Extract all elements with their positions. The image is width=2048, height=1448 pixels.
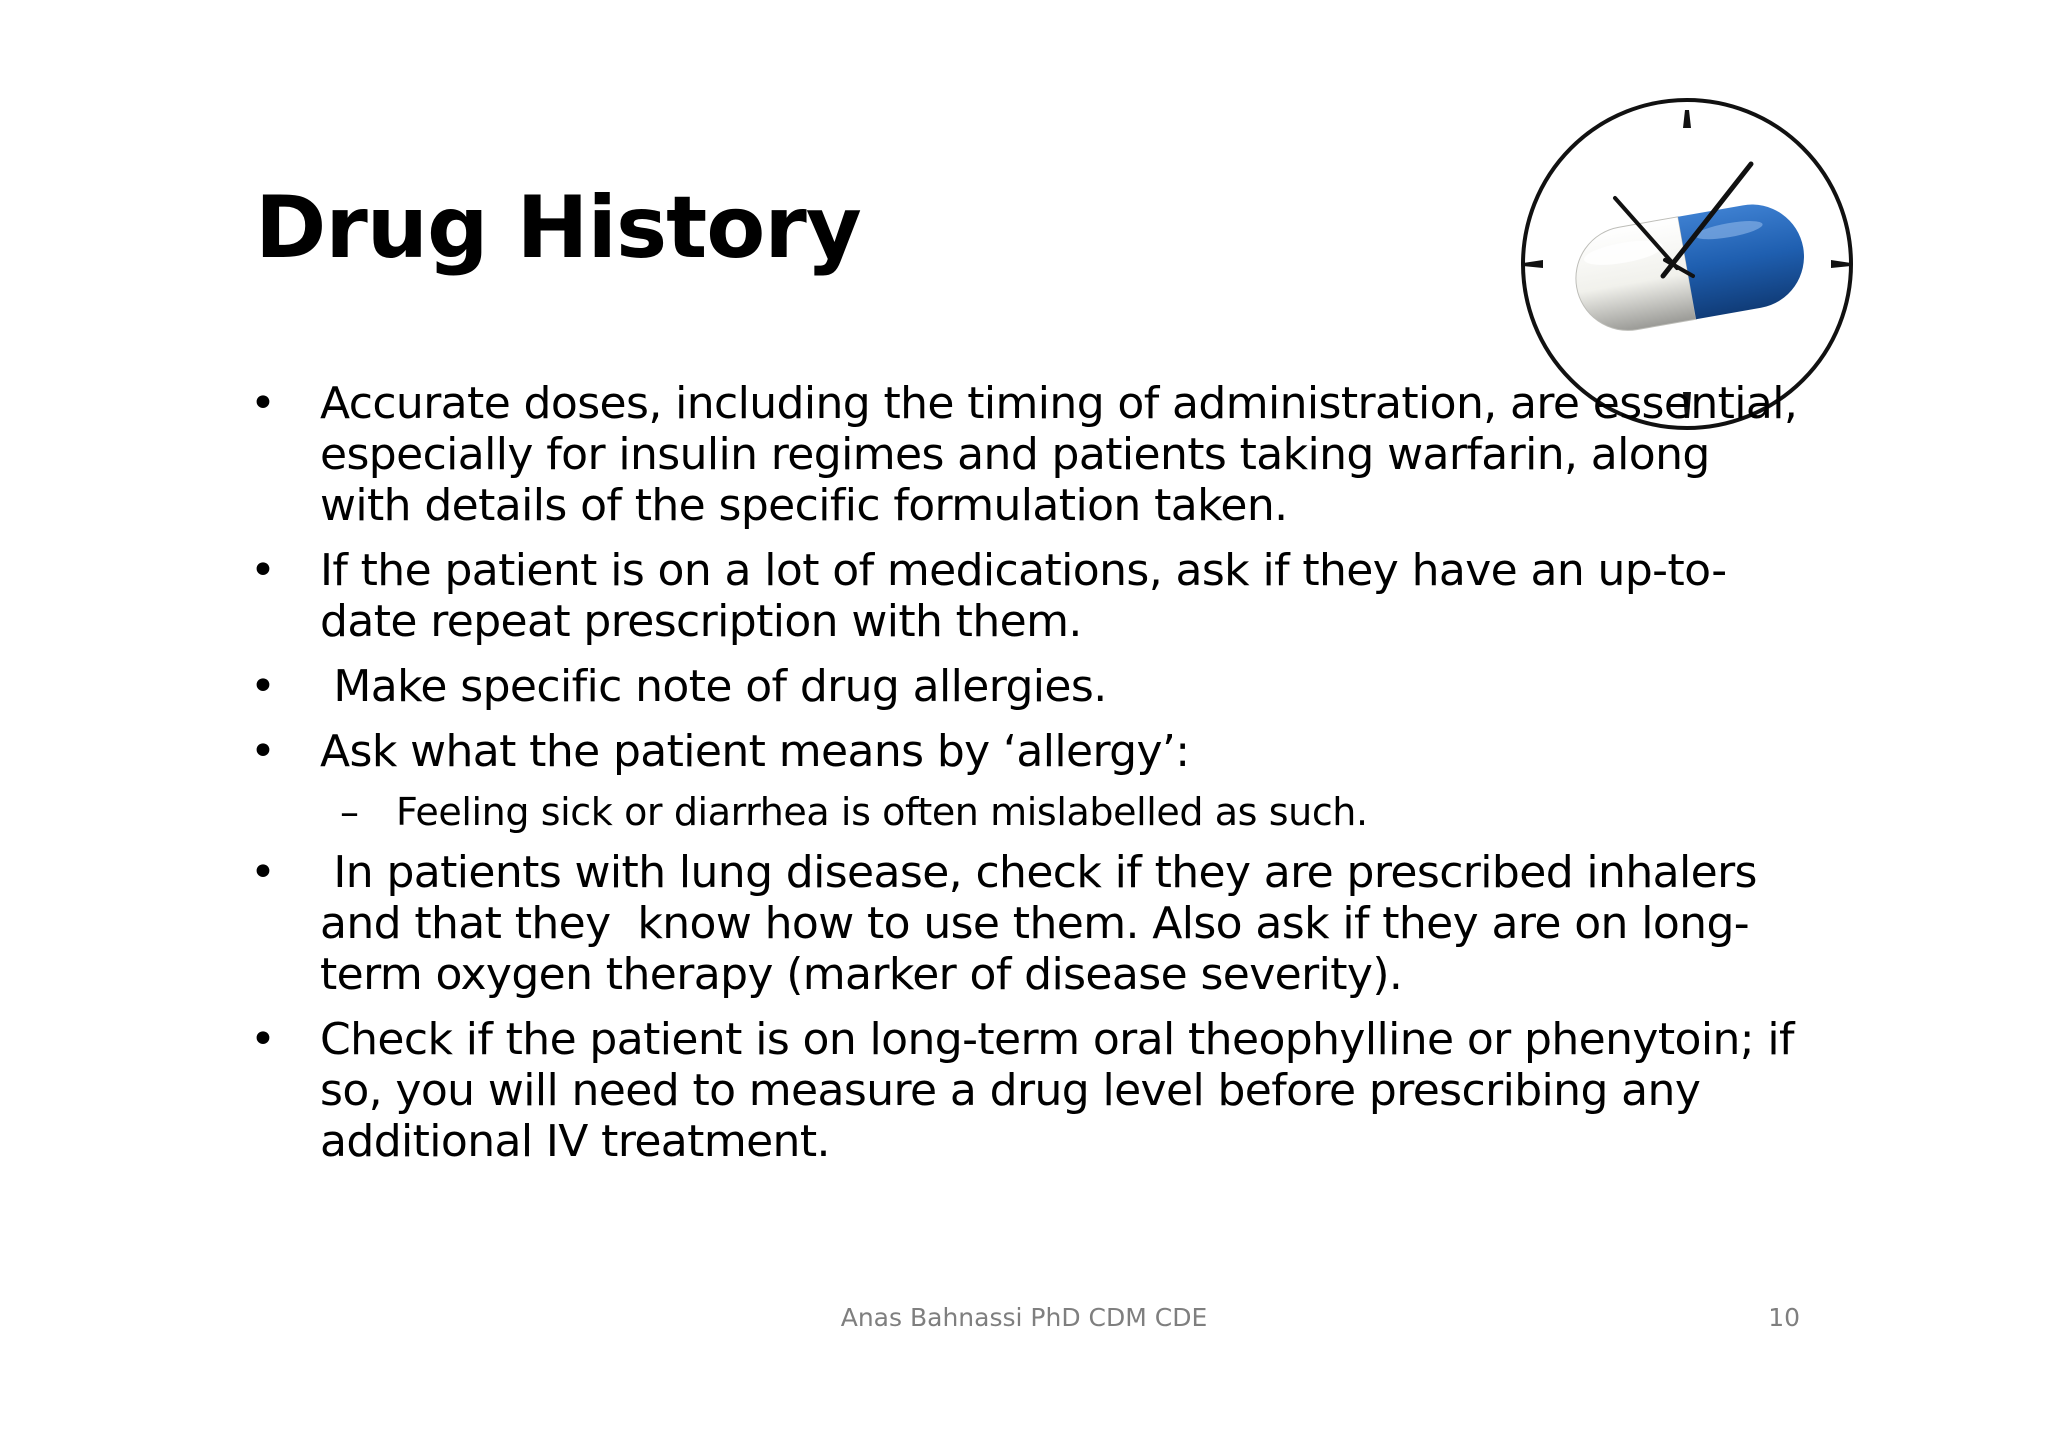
bullet-text: In patients with lung disease, check if they are prescribed inhalers and that they know how to use them. Also ask if they are on long-term oxygen therapy (marker of disease severity). xyxy=(320,847,1771,1000)
bullet-item xyxy=(250,378,1810,531)
bullet-item xyxy=(250,545,1810,647)
bullet-item xyxy=(250,661,1810,712)
bullet-text: Accurate doses, including the timing of administration, are essential, especially for insulin regimes and patients taking warfarin, along with details of the specific formulation taken. xyxy=(320,378,1798,531)
bullet-item xyxy=(250,847,1810,1000)
bullet-text: Ask what the patient means by ‘allergy’: xyxy=(320,726,1190,777)
bullet-marker: • xyxy=(250,378,276,429)
footer-author: Anas Bahnassi PhD CDM CDE xyxy=(840,1303,1208,1332)
bullet-text: If the patient is on a lot of medications, ask if they have an up-to-date repeat prescription with them. xyxy=(320,545,1727,647)
slide-title: Drug History xyxy=(255,178,861,278)
bullet-marker: • xyxy=(250,545,276,596)
bullet-marker: • xyxy=(250,847,276,898)
sub-bullet-text: Feeling sick or diarrhea is often mislabelled as such. xyxy=(396,790,1368,834)
bullet-item xyxy=(250,726,1810,777)
bullet-text: Check if the patient is on long-term oral theophylline or phenytoin; if so, you will need to measure a drug level before prescribing any additional IV treatment. xyxy=(320,1014,1794,1167)
bullet-marker: • xyxy=(250,726,276,777)
sub-bullet-item xyxy=(250,789,1810,835)
bullet-marker: • xyxy=(250,661,276,712)
bullet-marker: • xyxy=(250,1014,276,1065)
page-number: 10 xyxy=(1768,1303,1800,1332)
bullet-list xyxy=(250,378,1810,1181)
sub-bullet-marker: – xyxy=(340,790,359,834)
bullet-item xyxy=(250,1014,1810,1167)
bullet-text: Make specific note of drug allergies. xyxy=(320,661,1107,712)
